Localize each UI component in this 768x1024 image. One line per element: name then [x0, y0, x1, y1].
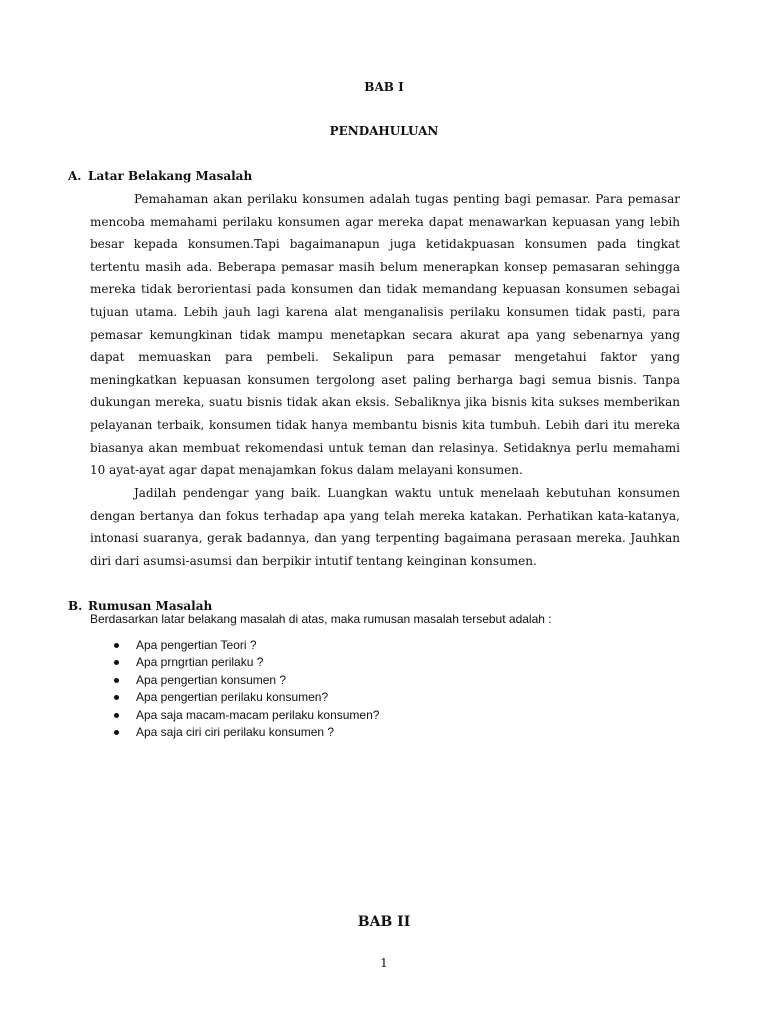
section-b-title: Rumusan Masalah [88, 599, 213, 613]
chapter-heading: BAB I [364, 80, 404, 94]
page-number: 1 [380, 956, 388, 970]
bullet-icon [114, 695, 119, 700]
list-item: Apa pengertian Teori ? [90, 637, 379, 654]
list-item: Apa saja ciri ciri perilaku konsumen ? [90, 724, 379, 741]
chapter-title: PENDAHULUAN [329, 124, 439, 138]
list-item: Apa saja macam-macam perilaku konsumen? [90, 707, 379, 724]
list-item: Apa prngrtian perilaku ? [90, 654, 379, 671]
section-b-heading [68, 599, 212, 613]
list-item: Apa pengertian perilaku konsumen? [90, 689, 379, 706]
bullet-icon [114, 730, 119, 735]
section-a-heading [68, 169, 252, 183]
next-chapter-heading: BAB II [357, 914, 411, 930]
list-item: Apa pengertian konsumen ? [90, 672, 379, 689]
bullet-icon [114, 643, 119, 648]
section-a-letter: A. [68, 169, 82, 183]
section-a-title: Latar Belakang Masalah [88, 169, 253, 183]
section-b-letter: B. [68, 599, 83, 613]
question-list [90, 637, 379, 741]
bullet-icon [114, 713, 119, 718]
problem-intro: Berdasarkan latar belakang masalah di atas, maka rumusan masalah tersebut adalah : [90, 612, 552, 626]
background-paragraph-1: Pemahaman akan perilaku konsumen adalah tugas penting bagi pemasar. Para pemasar mencoba memahami perilaku konsumen agar mereka dapat menawarkan kepuasan yang lebih besar kepada konsumen.Tapi bagaimanapun juga ketidakpuasan konsumen pada tingkat tertentu masih ada. Beberapa pemasar masih belum menerapkan konsep pemasaran sehingga mereka tidak berorientasi pada konsumen dan tidak memandang kepuasan konsumen sebagai tujuan utama. Lebih jauh lagi karena alat menganalisis perilaku konsumen tidak pasti, para pemasar kemungkinan tidak mampu menetapkan secara akurat apa yang sebenarnya yang dapat memuaskan para pembeli. Sekalipun para pemasar mengetahui faktor yang meningkatkan kepuasan konsumen tergolong aset paling berharga bagi semua bisnis. Tanpa dukungan mereka, suatu bisnis tidak akan eksis. Sebaliknya jika bisnis kita sukses memberikan pelayanan terbaik, konsumen tidak hanya membantu bisnis kita tumbuh. Lebih dari itu mereka biasanya akan membuat rekomendasi untuk teman dan relasinya. Setidaknya perlu memahami 10 ayat-ayat agar dapat menajamkan fokus dalam melayani konsumen. [90, 192, 680, 478]
bullet-icon [114, 678, 119, 683]
background-paragraph-2: Jadilah pendengar yang baik. Luangkan waktu untuk menelaah kebutuhan konsumen dengan bertanya dan fokus terhadap apa yang telah mereka katakan. Perhatikan kata-katanya, intonasi suaranya, gerak badannya, dan yang terpenting bagaimana perasaan mereka. Jauhkan diri dari asumsi-asumsi dan berpikir intutif tentang keinginan konsumen. [90, 486, 680, 568]
bullet-icon [114, 660, 119, 665]
